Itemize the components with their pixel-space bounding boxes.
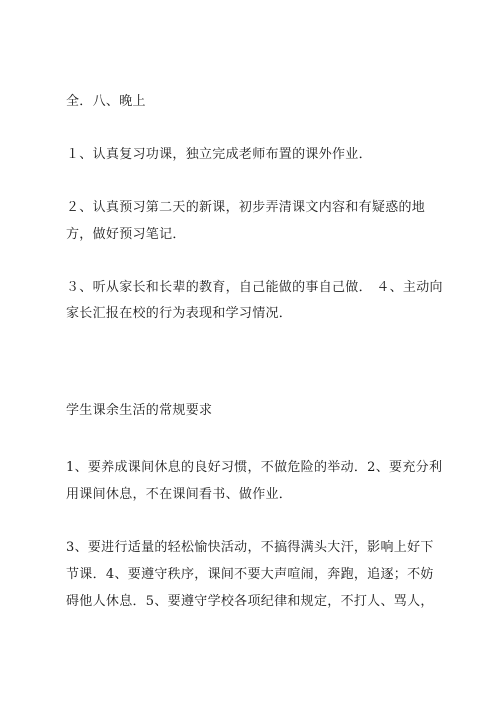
paragraph-line: １、认真复习功课，独立完成老师布置的课外作业． [66,147,372,162]
paragraph-line: 方，做好预习笔记． [66,227,186,242]
paragraph-line: 碍他人休息．5、要遵守学校各项纪律和规定，不打人、骂人， [66,594,434,609]
paragraph-line: 3、要进行适量的轻松愉快活动，不搞得满头大汗，影响上好下 [66,540,434,555]
paragraph-line: 1、要养成课间休息的良好习惯，不做危险的举动．2、要充分利 [66,460,443,475]
paragraph-line: 节课．4、要遵守秩序，课间不要大声喧闹，奔跑，追逐；不妨 [66,567,434,582]
paragraph-line: 用课间休息，不在课间看书、做作业． [66,487,293,502]
section-heading-after-school: 学生课余生活的常规要求 [66,403,213,418]
paragraph-line: ２、认真预习第二天的新课，初步弄清课文内容和有疑惑的地 [66,200,426,215]
section-heading-evening: 全．八、晚上 [66,94,146,109]
paragraph-line: ３、听从家长和长辈的教育，自己能做的事自己做． ４、主动向 [66,280,443,295]
paragraph-line: 家长汇报在校的行为表现和学习情况． [66,306,293,321]
